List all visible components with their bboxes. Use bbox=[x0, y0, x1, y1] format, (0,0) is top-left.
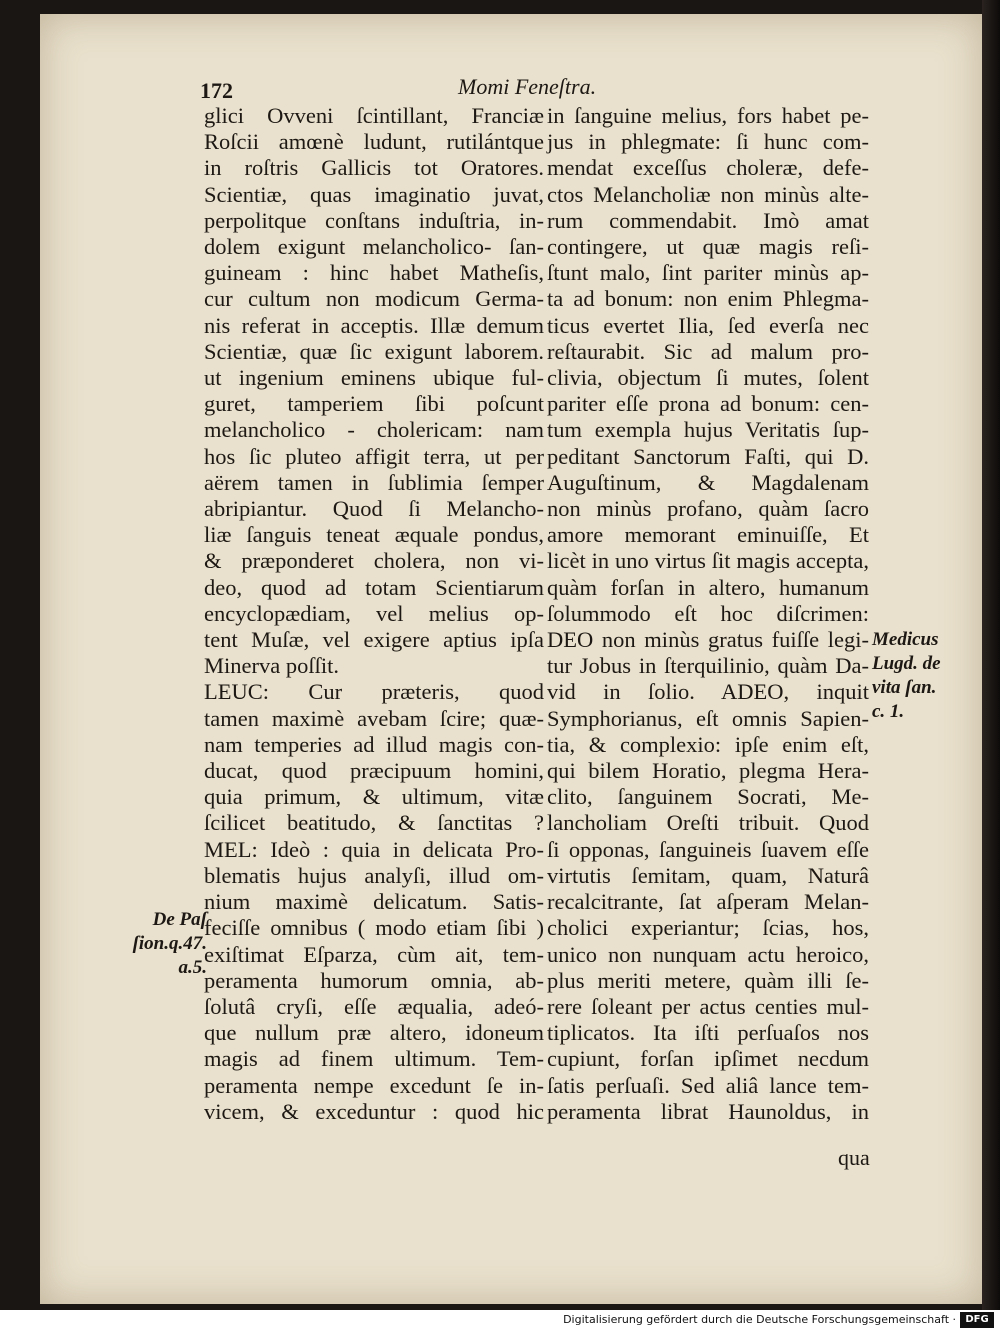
text-line: ſolutâ cryſi, eſſe æqualia, adeó- bbox=[204, 993, 544, 1019]
text-line: peramenta humorum omnia, ab- bbox=[204, 967, 544, 993]
text-line: quàm forſan in altero, humanum bbox=[547, 574, 869, 600]
margin-note-line: De Paſ bbox=[152, 909, 207, 930]
text-line: deo, quod ad totam Scientiarum bbox=[204, 574, 544, 600]
text-line: contingere, ut quæ magis reſi- bbox=[547, 234, 869, 260]
text-line: rere ſoleant per actus centies mul- bbox=[547, 993, 869, 1019]
text-line: recalcitrante, ſat aſperam Melan- bbox=[547, 889, 869, 915]
digitization-credit: Digitalisierung gefördert durch die Deutsche Forschungsgemeinschaft · bbox=[563, 1313, 956, 1326]
text-line: nium maximè delicatum. Satis- bbox=[204, 889, 544, 915]
text-line: ut ingenium eminens ubique ful- bbox=[204, 365, 544, 391]
text-line: ctos Melancholiæ non minùs alte- bbox=[547, 181, 869, 207]
catchword: qua bbox=[838, 1145, 870, 1170]
text-line: blematis hujus analyſi, illud om- bbox=[204, 862, 544, 888]
text-line: clito, ſanguinem Socrati, Me- bbox=[547, 784, 869, 810]
text-line: tent Muſæ, vel exigere aptius ipſa bbox=[204, 627, 544, 653]
text-line: peditant Sanctorum Faſti, qui D. bbox=[547, 443, 869, 469]
text-line: tamen maximè avebam ſcire; quæ- bbox=[204, 705, 544, 731]
text-line: tur Jobus in ſterquilinio, quàm Da- bbox=[547, 653, 869, 679]
dfg-logo: DFG bbox=[960, 1312, 994, 1328]
text-line: plus meriti metere, quàm illi ſe- bbox=[547, 967, 869, 993]
text-line: licèt in uno virtus ſit magis accepta, bbox=[547, 548, 869, 574]
text-line: Symphorianus, eſt omnis Sapien- bbox=[547, 705, 869, 731]
running-title: Momi Feneſtra. bbox=[458, 74, 597, 99]
text-line: vicem, & exceduntur : quod hic bbox=[204, 1098, 544, 1124]
text-line: pariter eſſe prona ad bonum: cen- bbox=[547, 391, 869, 417]
right-margin-note bbox=[872, 628, 972, 724]
margin-note-line: vita ſan. bbox=[872, 677, 937, 698]
text-line: clivia, objectum ſi mutes, ſolent bbox=[547, 365, 869, 391]
text-line: qui bilem Horatio, plegma Hera- bbox=[547, 758, 869, 784]
text-line: Roſcii amœnè ludunt, rutilántque bbox=[204, 129, 544, 155]
text-line: non minùs profano, quàm ſacro bbox=[547, 496, 869, 522]
text-line: Minerva poſſit. bbox=[204, 653, 339, 679]
text-line: cholici experiantur; ſcias, hos, bbox=[547, 915, 869, 941]
text-line: Scientiæ, quas imaginatio juvat, bbox=[204, 181, 544, 207]
text-line: reſtaurabit. Sic ad malum pro- bbox=[547, 338, 869, 364]
text-line: amore memorant eminuiſſe, Et bbox=[547, 522, 869, 548]
text-line: aërem tamen in ſublimia ſemper bbox=[204, 469, 544, 495]
text-line: ſolummodo eſt hoc diſcrimen: bbox=[547, 600, 869, 626]
text-line: encyclopædiam, vel melius op- bbox=[204, 600, 544, 626]
text-line: MEL: Ideò : quia in delicata Pro- bbox=[204, 836, 544, 862]
text-line: quia primum, & ultimum, vitæ bbox=[204, 784, 544, 810]
text-line: magis ad finem ultimum. Tem- bbox=[204, 1046, 544, 1072]
text-line: ta ad bonum: non enim Phlegma- bbox=[547, 286, 869, 312]
text-line: ſatis perſuaſi. Sed aliâ lance tem- bbox=[547, 1072, 869, 1098]
margin-note-line: Medicus bbox=[872, 629, 939, 650]
text-line: abripiantur. Quod ſi Melancho- bbox=[204, 496, 544, 522]
text-line: ſcilicet beatitudo, & ſanctitas ? bbox=[204, 810, 544, 836]
text-line: DEO non minùs gratus fuiſſe legi- bbox=[547, 627, 869, 653]
text-line: guret, tamperiem ſibi poſcunt bbox=[204, 391, 544, 417]
text-line: peramenta librat Haunoldus, in bbox=[547, 1098, 869, 1124]
text-line: tum exempla hujus Veritatis ſup- bbox=[547, 417, 869, 443]
text-line: & præponderet cholera, non vi- bbox=[204, 548, 544, 574]
text-line: in ſanguine melius, fors habet pe- bbox=[547, 103, 869, 128]
text-line: in roſtris Gallicis tot Oratores. bbox=[204, 155, 544, 181]
text-line: Scientiæ, quæ ſic exigunt laborem. bbox=[204, 338, 544, 364]
text-line: dolem exigunt melancholico- ſan- bbox=[204, 234, 544, 260]
text-line: hos ſic pluteo affigit terra, ut per bbox=[204, 443, 544, 469]
text-line: tiplicatos. Ita iſti perſuaſos nos bbox=[547, 1020, 869, 1046]
page-edge-shadow bbox=[982, 0, 1000, 1310]
text-line: ſtunt malo, ſint pariter minùs ap- bbox=[547, 260, 869, 286]
text-line: exiſtimat Eſparza, cùm ait, tem- bbox=[204, 941, 544, 967]
text-line: LEUC: Cur præteris, quod bbox=[204, 679, 544, 705]
text-line: guineam : hinc habet Matheſis, bbox=[204, 260, 544, 286]
margin-note-line: c. 1. bbox=[872, 701, 905, 722]
text-line: liæ ſanguis teneat æquale pondus, bbox=[204, 522, 544, 548]
text-line: Auguſtinum, & Magdalenam bbox=[547, 469, 869, 495]
right-text-column bbox=[547, 103, 869, 1125]
left-margin-note bbox=[127, 908, 207, 980]
margin-note-line: ſion.q.47. bbox=[132, 933, 207, 954]
text-line: virtutis ſemitam, quam, Naturâ bbox=[547, 862, 869, 888]
margin-note-line: a.5. bbox=[178, 957, 207, 978]
margin-note-line: Lugd. de bbox=[872, 653, 941, 674]
text-line: glici Ovveni ſcintillant, Franciæ bbox=[204, 103, 544, 128]
text-line: cupiunt, forſan ipſimet necdum bbox=[547, 1046, 869, 1072]
left-text-column bbox=[204, 103, 544, 1125]
text-line: vid in ſolio. ADEO, inquit bbox=[547, 679, 869, 705]
text-line: melancholico - cholericam: nam bbox=[204, 417, 544, 443]
text-line: rum commendabit. Imò amat bbox=[547, 207, 869, 233]
text-line: perpolitque conſtans induſtria, in- bbox=[204, 207, 544, 233]
text-line: peramenta nempe excedunt ſe in- bbox=[204, 1072, 544, 1098]
page-number: 172 bbox=[200, 78, 233, 103]
text-line: ſi opponas, ſanguineis ſuavem eſſe bbox=[547, 836, 869, 862]
text-line: unico non nunquam actu heroico, bbox=[547, 941, 869, 967]
text-line: jus in phlegmate: ſi hunc com- bbox=[547, 129, 869, 155]
text-line: tia, & complexio: ipſe enim eſt, bbox=[547, 731, 869, 757]
text-line: cur cultum non modicum Germa- bbox=[204, 286, 544, 312]
text-line: lancholiam Oreſti tribuit. Quod bbox=[547, 810, 869, 836]
text-line: ducat, quod præcipuum homini, bbox=[204, 758, 544, 784]
text-line: nis referat in acceptis. Illæ demum bbox=[204, 312, 544, 338]
text-line: ticus evertet Ilia, ſed everſa nec bbox=[547, 312, 869, 338]
text-line: feciſſe omnibus ( modo etiam ſibi ) bbox=[204, 915, 544, 941]
text-line: nam temperies ad illud magis con- bbox=[204, 731, 544, 757]
text-line: mendat exceſſus choleræ, defe- bbox=[547, 155, 869, 181]
text-line: que nullum præ altero, idoneum bbox=[204, 1020, 544, 1046]
